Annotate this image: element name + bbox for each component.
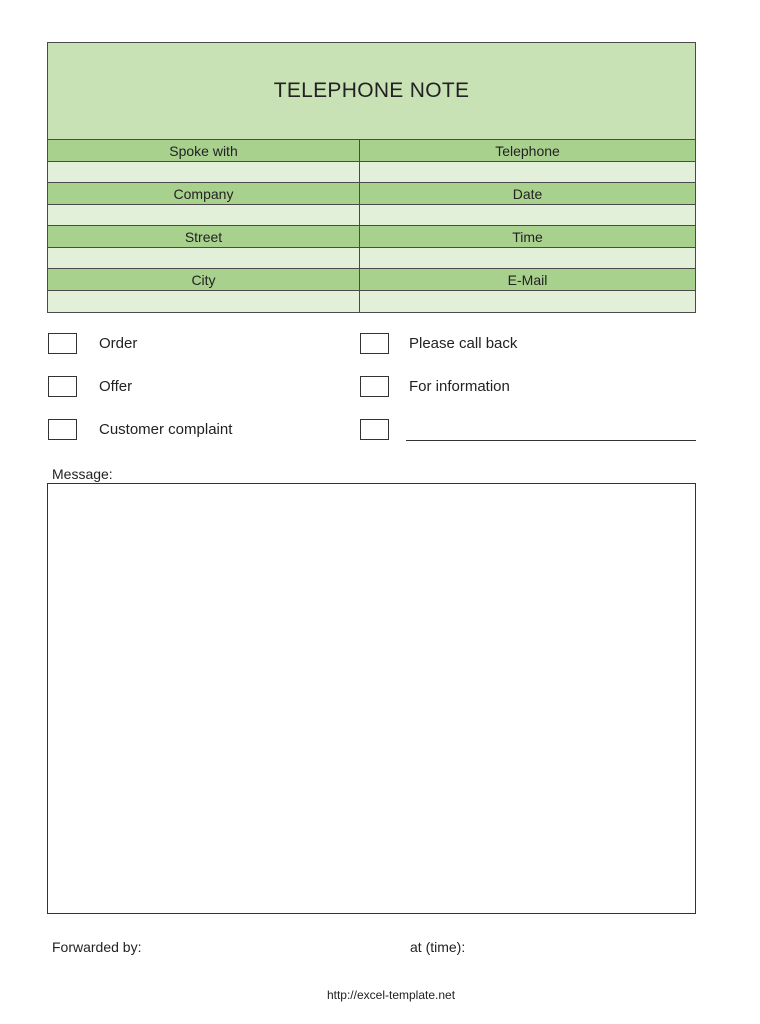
telephone-field[interactable] bbox=[360, 162, 695, 182]
for-information-checkbox[interactable] bbox=[360, 376, 389, 397]
city-field[interactable] bbox=[48, 291, 360, 312]
customer-complaint-checkbox[interactable] bbox=[48, 419, 77, 440]
label-row-4 bbox=[48, 269, 695, 291]
label-row-3 bbox=[48, 226, 695, 248]
street-field[interactable] bbox=[48, 248, 360, 268]
value-row-1 bbox=[48, 162, 695, 183]
time-label: Time bbox=[512, 228, 543, 245]
customer-complaint-option bbox=[48, 419, 232, 440]
please-call-back-label: Please call back bbox=[409, 335, 518, 352]
order-option bbox=[48, 333, 137, 354]
forwarded-by-label: Forwarded by: bbox=[52, 939, 142, 955]
site-url: http://excel-template.net bbox=[326, 988, 456, 1002]
form-title: TELEPHONE NOTE bbox=[48, 43, 695, 140]
other-checkbox[interactable] bbox=[360, 419, 389, 440]
company-field[interactable] bbox=[48, 205, 360, 225]
order-label: Order bbox=[99, 335, 138, 352]
label-row-1 bbox=[48, 140, 695, 162]
city-label: City bbox=[48, 269, 360, 290]
for-information-label: For information bbox=[409, 378, 510, 395]
please-call-back-option bbox=[360, 333, 517, 354]
message-label: Message: bbox=[52, 466, 113, 482]
street-label: Street bbox=[48, 226, 360, 247]
value-row-4 bbox=[48, 291, 695, 312]
order-checkbox[interactable] bbox=[48, 333, 77, 354]
telephone-label: Telephone bbox=[495, 142, 560, 159]
please-call-back-checkbox[interactable] bbox=[360, 333, 389, 354]
other-text-line[interactable] bbox=[406, 440, 696, 441]
other-option bbox=[360, 419, 389, 440]
spoke-with-label: Spoke with bbox=[48, 140, 360, 161]
label-row-2 bbox=[48, 183, 695, 205]
offer-checkbox[interactable] bbox=[48, 376, 77, 397]
for-information-option bbox=[360, 376, 510, 397]
offer-label: Offer bbox=[99, 378, 133, 395]
date-label: Date bbox=[512, 185, 543, 202]
value-row-2 bbox=[48, 205, 695, 226]
spoke-with-field[interactable] bbox=[48, 162, 360, 182]
email-label: E-Mail bbox=[507, 271, 548, 288]
value-row-3 bbox=[48, 248, 695, 269]
company-label: Company bbox=[48, 183, 360, 204]
offer-option bbox=[48, 376, 132, 397]
at-time-label: at (time): bbox=[410, 939, 466, 955]
date-field[interactable] bbox=[360, 205, 695, 225]
email-field[interactable] bbox=[360, 291, 695, 312]
telephone-note-form bbox=[47, 42, 696, 313]
time-field[interactable] bbox=[360, 248, 695, 268]
customer-complaint-label: Customer complaint bbox=[99, 421, 233, 438]
message-box[interactable] bbox=[47, 483, 696, 914]
